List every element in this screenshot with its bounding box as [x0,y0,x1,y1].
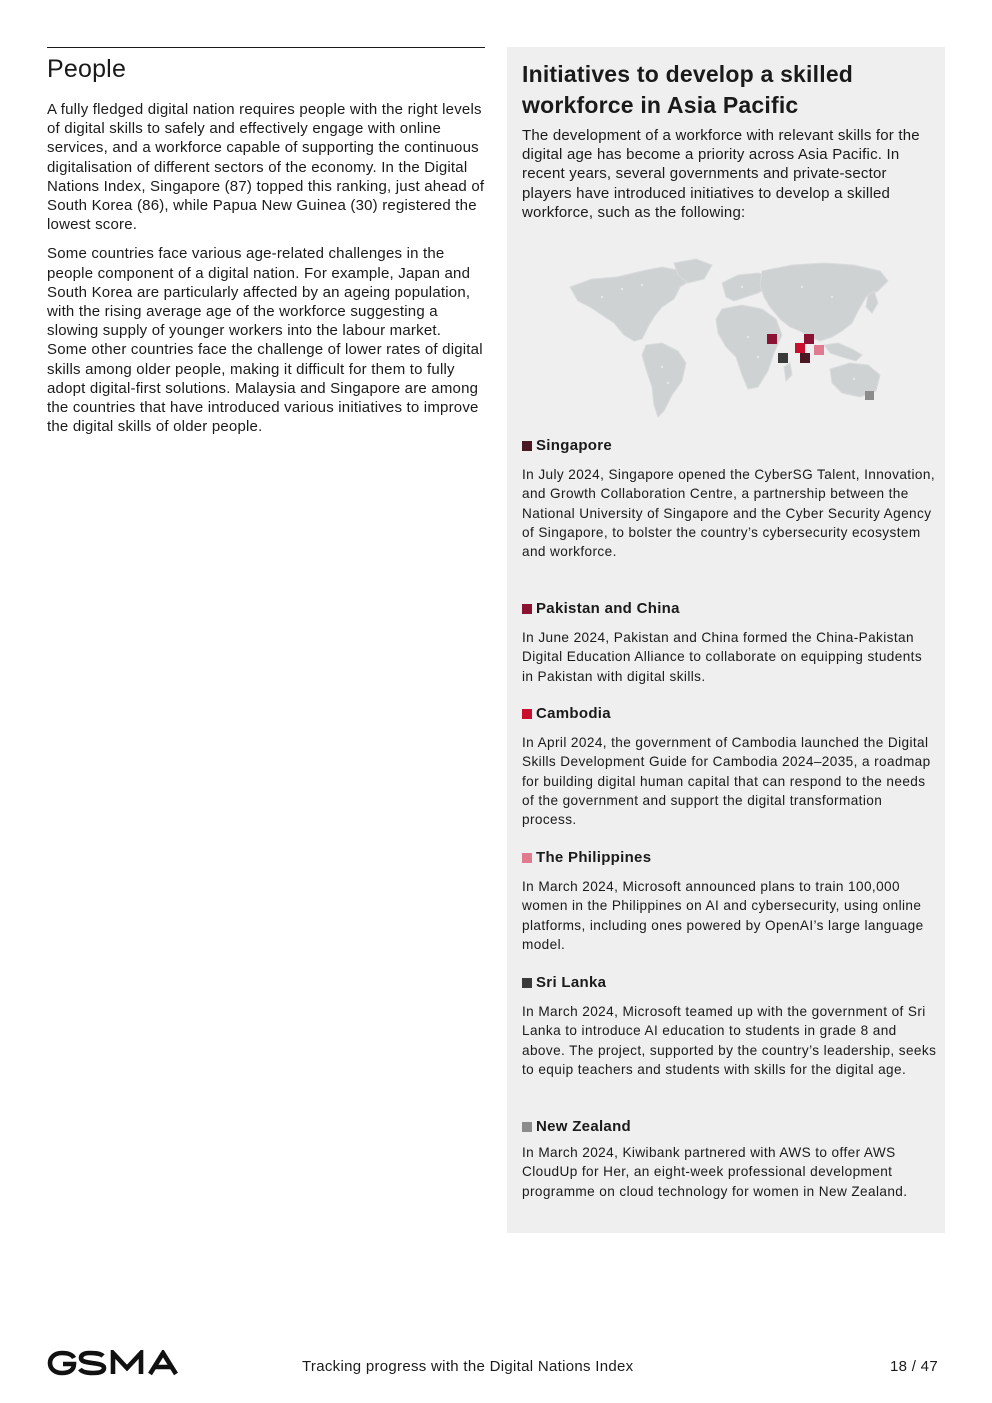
footer-title: Tracking progress with the Digital Nations Index [302,1358,634,1375]
panel-intro: The development of a workforce with relevant skills for the digital age has become a priority across Asia Pacific. In recent years, several governments and private-sector players have introduced initiatives to develop a skilled workforce, such as the following: [522,127,920,221]
initiative-heading [522,437,937,454]
marker-sri-lanka [778,353,788,363]
people-section [47,47,485,446]
initiative-singapore [522,437,937,561]
section-title: People [47,55,127,83]
initiative-text: In March 2024, Microsoft teamed up with the government of Sri Lanka to introduce AI education to students in grade 8 and above. The project, supported by the country’s leadership, seeks to equip teachers and students with skills for the digital age. [522,1004,937,1077]
initiative-text: In July 2024, Singapore opened the CyberSG Talent, Innovation, and Growth Collaboration Centre, a partnership between the National University of Singapore and the Cyber Security Agency of Singapore, to bolster the country’s cybersecurity ecosystem and workforce. [522,467,935,560]
marker-singapore [800,353,810,363]
initiative-heading [522,974,937,991]
initiative-new-zealand [522,1118,937,1201]
initiative-text: In June 2024, Pakistan and China formed the China-Pakistan Digital Education Alliance to collaborate on equipping students in Pakistan with digital skills. [522,630,923,684]
legend-swatch [522,978,532,988]
initiative-pakistan-china [522,600,937,686]
marker-pakistan [767,334,777,344]
initiative-text: In March 2024, Kiwibank partnered with AWS to offer AWS CloudUp for Her, an eight-week professional development programme on cloud technology for women in New Zealand. [522,1145,908,1199]
initiative-sri-lanka [522,974,937,1079]
initiative-heading [522,705,937,722]
initiative-country: The Philippines [536,849,652,866]
initiative-philippines [522,849,937,954]
section-divider [47,47,485,48]
legend-swatch [522,441,532,451]
world-map-icon [562,257,897,427]
marker-china [804,334,814,344]
initiative-country: New Zealand [536,1118,631,1135]
initiatives-panel [507,47,945,1233]
initiative-country: Cambodia [536,705,611,722]
initiative-cambodia [522,705,937,829]
legend-swatch [522,709,532,719]
initiative-text: In March 2024, Microsoft announced plans to train 100,000 women in the Philippines on AI and cybersecurity, using online platforms, including ones powered by OpenAI’s large language model. [522,879,924,952]
page-footer [0,1348,992,1388]
initiative-country: Singapore [536,437,613,454]
initiative-heading [522,600,937,617]
legend-swatch [522,1122,532,1132]
initiative-heading [522,849,937,866]
initiative-country: Sri Lanka [536,974,607,991]
marker-philippines [814,345,824,355]
body-paragraph: A fully fledged digital nation requires people with the right levels of digital skills to safely and effectively engage with online services, and a workforce capable of supporting the continuous digitalisation of different sectors of the economy. In the Digital Nations Index, Singapore (87) topped this ranking, just ahead of South Korea (86), while Papua New Guinea (30) registered the lowest score. [47,101,485,234]
legend-swatch [522,604,532,614]
gsma-logo [47,1350,199,1381]
panel-title: Initiatives to develop a skilled workforce in Asia Pacific [522,61,854,118]
marker-cambodia [795,343,805,353]
initiative-text: In April 2024, the government of Cambodia launched the Digital Skills Development Guide for Cambodia 2024–2035, a roadmap for building digital human capital that can respond to the needs of the government and support the digital transformation process. [522,735,931,828]
initiative-country: Pakistan and China [536,600,680,617]
marker-new-zealand [865,391,874,400]
page-number: 18 / 47 [890,1358,938,1375]
legend-swatch [522,853,532,863]
initiative-heading [522,1118,937,1135]
body-paragraph: Some countries face various age-related challenges in the people component of a digital nation. For example, Japan and South Korea are particularly affected by an ageing population, with the rising average age of the workforce suggesting a slowing supply of younger workers into the labour market. Some other countries face the challenge of lower rates of digital skills among older people, making it difficult for them to fully adopt digital-first solutions. Malaysia and Singapore are among the countries that have introduced various initiatives to improve the digital skills of older people. [47,245,483,436]
